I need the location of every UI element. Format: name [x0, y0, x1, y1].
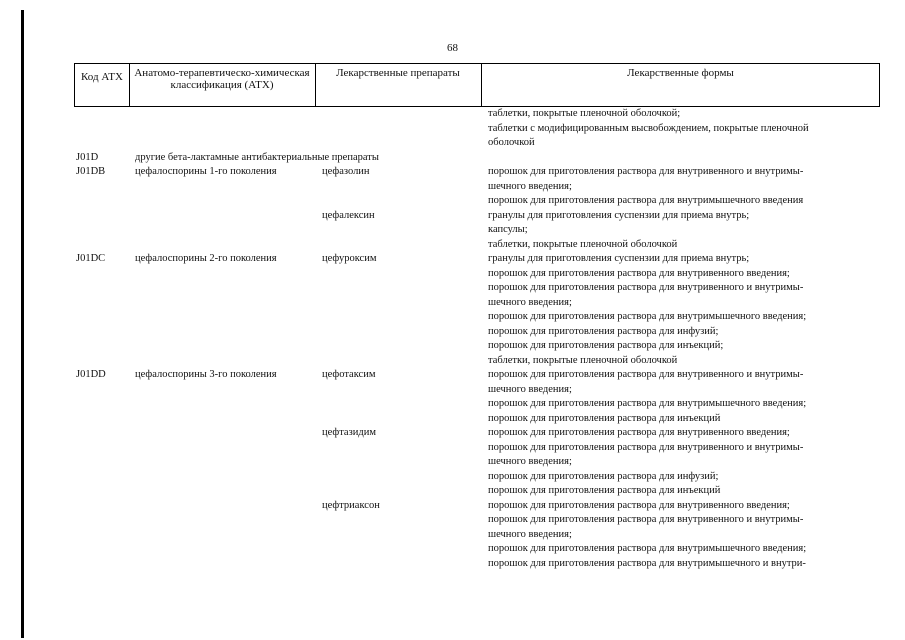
drug-name: цефазолин	[322, 166, 370, 177]
atc-code: J01DB	[76, 166, 106, 177]
page-binding-edge	[21, 10, 24, 638]
atc-code: J01DD	[76, 369, 106, 380]
dosage-form-line: порошок для приготовления раствора для инъекций	[488, 485, 721, 496]
dosage-form-line: шечного введения;	[488, 296, 572, 308]
dosage-form-line: порошок для приготовления раствора для внутримышечного и внутри-	[488, 557, 806, 569]
dosage-form-line: порошок для приготовления раствора для внутримышечного введения;	[488, 543, 807, 554]
drug-name: цефотаксим	[322, 369, 376, 380]
dosage-form-line: порошок для приготовления раствора для инъекций	[488, 412, 721, 424]
dosage-form-line: шечного введения;	[488, 180, 572, 192]
header-drugs: Лекарственные препараты	[336, 67, 460, 79]
table-header	[74, 63, 880, 107]
dosage-form-line: шечного введения;	[488, 456, 572, 467]
header-border-right	[879, 64, 880, 106]
page-number: 68	[447, 42, 458, 54]
dosage-form-line: порошок для приготовления раствора для внутримышечного введения	[488, 195, 804, 206]
dosage-form-line: порошок для приготовления раствора для внутривенного и внутримы-	[488, 369, 804, 380]
header-classification: Анатомо-терапевтическо-химическая классификация (АТХ)	[134, 67, 310, 91]
header-code: Код АТХ	[81, 71, 123, 83]
atc-code: J01DC	[76, 253, 106, 264]
dosage-form-line: капсулы;	[488, 224, 528, 235]
drug-name: цефалексин	[322, 209, 375, 221]
dosage-form-line: порошок для приготовления раствора для внутримышечного введения;	[488, 311, 807, 322]
header-divider-1	[129, 64, 130, 106]
atc-classification: цефалоспорины 1-го поколения	[135, 166, 277, 177]
drug-name: цефтазидим	[322, 427, 376, 438]
dosage-form-line: шечного введения;	[488, 383, 572, 395]
atc-classification: цефалоспорины 3-го поколения	[135, 369, 277, 380]
dosage-form-line: порошок для приготовления раствора для инъекций;	[488, 340, 724, 351]
dosage-form-line: порошок для приготовления раствора для внутривенного и внутримы-	[488, 282, 804, 293]
dosage-form-line: гранулы для приготовления суспензии для приема внутрь;	[488, 253, 750, 264]
dosage-form-line: порошок для приготовления раствора для внутривенного введения;	[488, 427, 790, 438]
dosage-form-line: гранулы для приготовления суспензии для приема внутрь;	[488, 209, 750, 221]
dosage-form-line: порошок для приготовления раствора для инфузий;	[488, 470, 719, 482]
dosage-form-line: порошок для приготовления раствора для внутривенного и внутримы-	[488, 441, 804, 453]
dosage-form-line: порошок для приготовления раствора для внутривенного и внутримы-	[488, 166, 804, 177]
dosage-form-line: порошок для приготовления раствора для внутривенного и внутримы-	[488, 514, 804, 525]
dosage-form-line: порошок для приготовления раствора для инфузий;	[488, 325, 719, 337]
dosage-form-line: таблетки, покрытые пленочной оболочкой;	[488, 108, 681, 119]
dosage-form-line: оболочкой	[488, 137, 535, 148]
atc-code: J01D	[76, 151, 99, 163]
header-forms: Лекарственные формы	[627, 67, 734, 79]
atc-classification: цефалоспорины 2-го поколения	[135, 253, 277, 264]
dosage-form-line: порошок для приготовления раствора для внутривенного введения;	[488, 499, 790, 511]
drug-name: цефуроксим	[322, 253, 377, 264]
drug-name: цефтриаксон	[322, 499, 380, 511]
dosage-form-line: порошок для приготовления раствора для внутримышечного введения;	[488, 398, 807, 409]
dosage-form-line: таблетки, покрытые пленочной оболочкой	[488, 238, 678, 250]
dosage-form-line: порошок для приготовления раствора для внутривенного введения;	[488, 267, 790, 279]
header-border-left	[74, 64, 75, 106]
dosage-form-line: таблетки, покрытые пленочной оболочкой	[488, 354, 678, 366]
atc-classification: другие бета-лактамные антибактериальные препараты	[135, 151, 379, 163]
dosage-form-line: таблетки с модифицированным высвобождением, покрытые пленочной	[488, 122, 809, 134]
dosage-form-line: шечного введения;	[488, 528, 572, 540]
